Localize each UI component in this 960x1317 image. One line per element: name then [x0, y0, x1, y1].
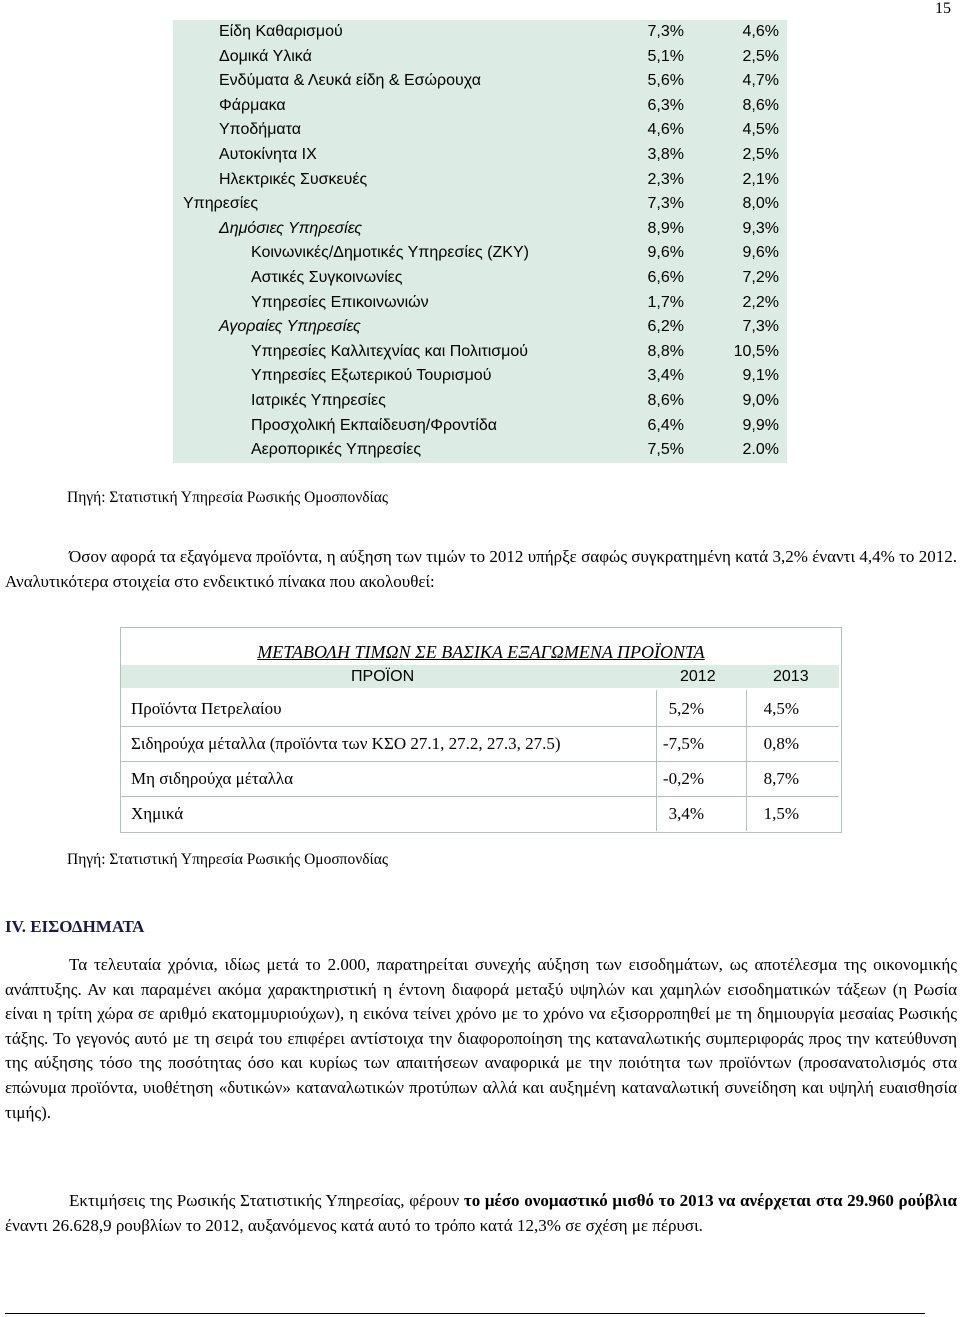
income-text-c: έναντι 26.628,9 ρουβλίων το 2012, αυξανόμενος κατά αυτό το τρόπο κατά 12,3% σε σχέση με πέρυσι.	[5, 1215, 703, 1235]
product-name: Χημικά	[131, 804, 184, 823]
source-note: Πηγή: Στατιστική Υπηρεσία Ρωσικής Ομοσπονδίας	[67, 489, 388, 506]
row-label: Δομικά Υλικά	[173, 45, 589, 70]
value-2013: 9,0%	[684, 389, 787, 414]
value-2013: 1,5%	[763, 804, 799, 823]
header-product: ΠΡΟΪΟΝ	[351, 668, 415, 685]
value-2012: 5,2%	[668, 699, 704, 718]
value-2013: 9,1%	[684, 364, 787, 389]
value-2012: 4,6%	[589, 118, 684, 143]
value-2013: 4,6%	[684, 20, 787, 45]
table-row	[173, 217, 787, 242]
table-row	[173, 414, 787, 439]
value-2012: 8,9%	[589, 217, 684, 242]
table-row	[173, 118, 787, 143]
row-divider	[121, 726, 839, 727]
source-note: Πηγή: Στατιστική Υπηρεσία Ρωσικής Ομοσπονδίας	[67, 851, 388, 868]
price-change-table	[173, 20, 787, 463]
table-row	[173, 192, 787, 217]
value-2013: 2,2%	[684, 291, 787, 316]
table-row	[173, 291, 787, 316]
income-text-bold: το μέσο ονομαστικό μισθό το 2013 να ανέρχεται στα 29.960 ρούβλια	[463, 1191, 958, 1210]
row-label: Φάρμακα	[173, 94, 589, 119]
table-row	[173, 340, 787, 365]
export-table-row	[121, 762, 839, 795]
value-2013: 8,0%	[684, 192, 787, 217]
table-row	[173, 20, 787, 45]
row-label: Είδη Καθαρισμού	[173, 20, 589, 45]
row-label: Ηλεκτρικές Συσκευές	[173, 168, 589, 193]
value-2012: 8,6%	[589, 389, 684, 414]
table-row	[173, 45, 787, 70]
row-label: Κοινωνικές/Δημοτικές Υπηρεσίες (ΖΚΥ)	[173, 241, 589, 266]
row-label: Υπηρεσίες Καλλιτεχνίας και Πολιτισμού	[173, 340, 589, 365]
row-label: Αγοραίες Υπηρεσίες	[173, 315, 589, 340]
row-label: Δημόσιες Υπηρεσίες	[173, 217, 589, 242]
header-2013: 2013	[773, 668, 809, 685]
value-2013: 0,8%	[763, 734, 799, 753]
value-2012: 5,6%	[589, 69, 684, 94]
table-row	[173, 315, 787, 340]
value-2013: 7,2%	[684, 266, 787, 291]
value-2013: 8,7%	[763, 769, 799, 788]
value-2013: 4,5%	[684, 118, 787, 143]
export-table-header	[121, 665, 839, 688]
value-2013: 4,5%	[763, 699, 799, 718]
row-divider	[121, 796, 839, 797]
row-label: Υπηρεσίες Εξωτερικού Τουρισμού	[173, 364, 589, 389]
value-2013: 8,6%	[684, 94, 787, 119]
row-label: Υπηρεσίες Επικοινωνιών	[173, 291, 589, 316]
value-2013: 7,3%	[684, 315, 787, 340]
value-2013: 10,5%	[684, 340, 787, 365]
value-2012: 9,6%	[589, 241, 684, 266]
value-2012: 2,3%	[589, 168, 684, 193]
export-table-title: ΜΕΤΑΒΟΛΗ ΤΙΜΩΝ ΣΕ ΒΑΣΙΚΑ ΕΞΑΓΩΜΕΝΑ ΠΡΟΪΟΝΤΑ	[257, 642, 705, 662]
product-name: Σιδηρούχα μέταλλα (προϊόντα των ΚΣΟ 27.1, 27.2, 27.3, 27.5)	[131, 734, 561, 753]
section-heading: IV. ΕΙΣΟΔΗΜΑΤΑ	[5, 917, 145, 936]
row-label: Αυτοκίνητα ΙΧ	[173, 143, 589, 168]
value-2013: 4,7%	[684, 69, 787, 94]
income-paragraph-2	[5, 1189, 957, 1238]
value-2012: 7,3%	[589, 192, 684, 217]
value-2013: 2,5%	[684, 45, 787, 70]
header-2012: 2012	[680, 668, 716, 685]
value-2012: 6,6%	[589, 266, 684, 291]
row-label: Αστικές Συγκοινωνίες	[173, 266, 589, 291]
table-row	[173, 69, 787, 94]
table-row	[173, 143, 787, 168]
value-2013: 2.0%	[684, 438, 787, 463]
export-table-row	[121, 727, 839, 760]
value-2012: 6,3%	[589, 94, 684, 119]
income-paragraph: Τα τελευταία χρόνια, ιδίως μετά το 2.000, παρατηρείται συνεχής αύξηση των εισοδημάτων, ως αποτέλεσμα της οικονομικής ανάπτυξης. Αν και παραμένει ακόμα χαρακτηριστική η έντονη διαφορά μεταξύ υψηλών και χαμηλών εισοδηματικών τάξεων (η Ρωσία είναι η τρίτη χώρα σε αριθμό εκατομμυριούχων), η εικόνα τείνει χρόνο με το χρόνο να εξισορροπηθεί με τη δημιουργία μεσαίας Ρωσικής τάξης. Το γεγονός αυτό με τη σειρά του επιφέρει αντίστοιχα την διαφοροποίηση της καταναλωτικής συμπεριφοράς προς την κατεύθυνση της αύξησης τόσο της ποσότητας όσο και κυρίως των απαιτήσεων αναφορικά με την ποιότητα των προϊόντων (προσανατολισμός στα επώνυμα προϊόντα, υιοθέτηση «δυτικών» καταναλωτικών προτύπων αλλά και αυξημένη καταναλωτική συνείδηση και υψηλή ευαισθησία τιμής).	[5, 955, 957, 1122]
value-2012: 7,3%	[589, 20, 684, 45]
value-2013: 9,6%	[684, 241, 787, 266]
table-row	[173, 241, 787, 266]
value-2012: -7,5%	[662, 734, 704, 753]
table-row	[173, 389, 787, 414]
product-name: Μη σιδηρούχα μέταλλα	[131, 769, 294, 788]
page-number: 15	[935, 0, 951, 17]
value-2012: 5,1%	[589, 45, 684, 70]
value-2012: 6,2%	[589, 315, 684, 340]
value-2012: 7,5%	[589, 438, 684, 463]
value-2013: 9,9%	[684, 414, 787, 439]
row-label: Υπηρεσίες	[173, 192, 589, 217]
value-2012: 3,4%	[668, 804, 704, 823]
row-divider	[121, 761, 839, 762]
value-2013: 2,1%	[684, 168, 787, 193]
table-row	[173, 94, 787, 119]
exports-paragraph: Όσον αφορά τα εξαγόμενα προϊόντα, η αύξηση των τιμών το 2012 υπήρξε σαφώς συγκρατημένη κατά 3,2% έναντι 4,4% το 2012. Αναλυτικότερα στοιχεία στο ενδεικτικό πίνακα που ακολουθεί:	[5, 547, 957, 591]
table-row	[173, 168, 787, 193]
value-2012: 3,4%	[589, 364, 684, 389]
row-label: Προσχολική Εκπαίδευση/Φροντίδα	[173, 414, 589, 439]
value-2012: 8,8%	[589, 340, 684, 365]
export-table-row	[121, 797, 839, 830]
value-2012: 3,8%	[589, 143, 684, 168]
footer-rule	[5, 1313, 925, 1314]
export-table-row	[121, 692, 839, 725]
value-2012: 1,7%	[589, 291, 684, 316]
value-2013: 2,5%	[684, 143, 787, 168]
value-2013: 9,3%	[684, 217, 787, 242]
row-label: Ιατρικές Υπηρεσίες	[173, 389, 589, 414]
row-label: Αεροπορικές Υπηρεσίες	[173, 438, 589, 463]
value-2012: -0,2%	[662, 769, 704, 788]
row-label: Υποδήματα	[173, 118, 589, 143]
table-row	[173, 438, 787, 463]
product-name: Προϊόντα Πετρελαίου	[131, 699, 282, 718]
value-2012: 6,4%	[589, 414, 684, 439]
row-label: Ενδύματα & Λευκά είδη & Εσώρουχα	[173, 69, 589, 94]
income-text-a: Εκτιμήσεις της Ρωσικής Στατιστικής Υπηρεσίας, φέρουν	[69, 1191, 464, 1210]
table-row	[173, 266, 787, 291]
table-row	[173, 364, 787, 389]
